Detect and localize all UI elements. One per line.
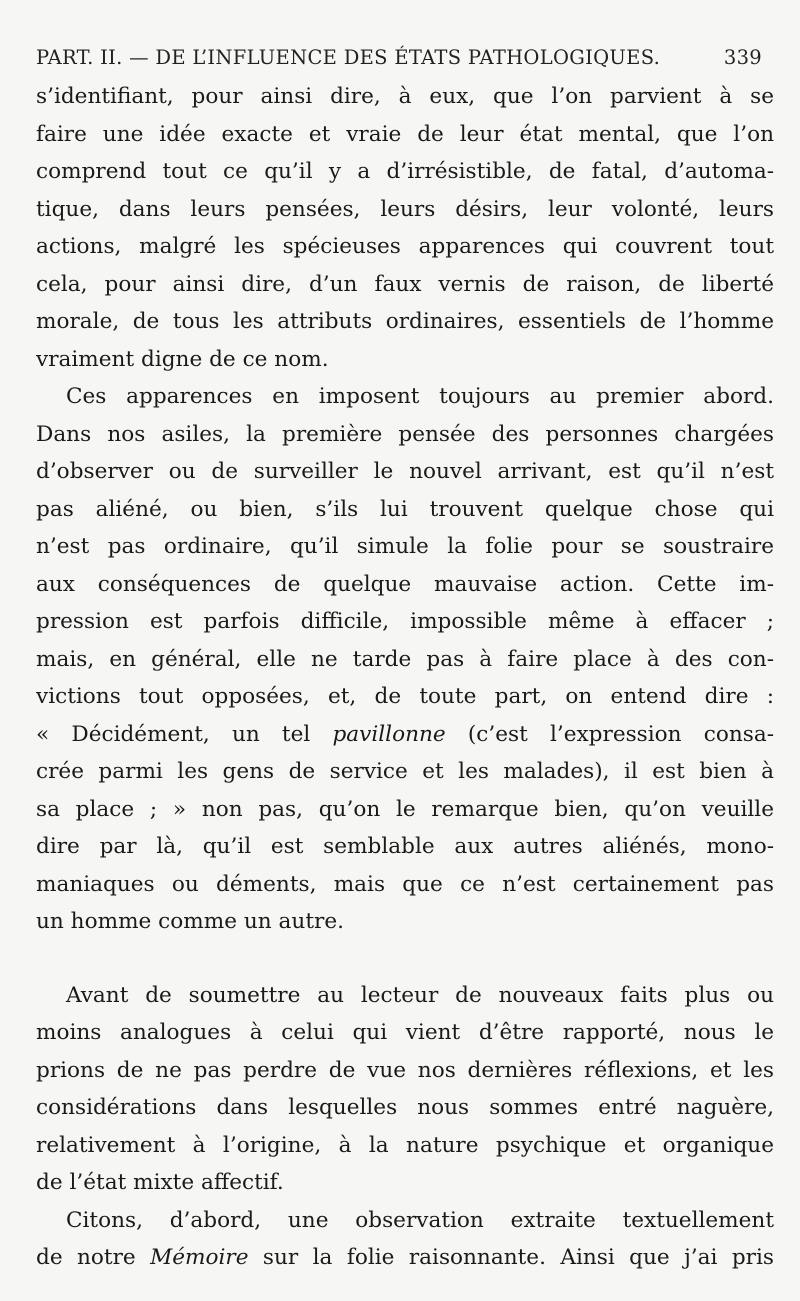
paragraph-4 bbox=[36, 1202, 774, 1277]
text-line: faire une idée exacte et vraie de leur état mental, que l’on bbox=[36, 121, 774, 147]
italic-term-memoire: Mémoire bbox=[150, 1245, 249, 1270]
text-line-first: Avant de soumettre au lecteur de nouveaux faits plus ou bbox=[66, 982, 774, 1008]
text-line: aux conséquences de quelque mauvaise action. Cette im- bbox=[36, 571, 774, 597]
text-line: pression est parfois difficile, impossible même à effacer ; bbox=[36, 609, 774, 634]
text-line: considérations dans lesquelles nous sommes entré naguère, bbox=[36, 1095, 774, 1120]
text-line-last: de l’état mixte affectif. bbox=[36, 1170, 284, 1195]
text-line: crée parmi les gens de service et les malades), il est bien à bbox=[36, 759, 774, 784]
memoire-before: de notre bbox=[36, 1245, 151, 1270]
italic-term-pavillonne: pavillonne bbox=[332, 721, 446, 747]
text-line: s’identifiant, pour ainsi dire, à eux, que l’on parvient à se bbox=[36, 84, 774, 109]
text-line: moins analogues à celui qui vient d’être rapporté, nous le bbox=[36, 1020, 774, 1045]
running-head-title: PART. II. — DE L’INFLUENCE DES ÉTATS PATHOLOGIQUES. bbox=[36, 46, 661, 69]
section-gap bbox=[36, 941, 774, 977]
quote-after: (c’est l’expression consa- bbox=[445, 721, 774, 747]
text-line: n’est pas ordinaire, qu’il simule la folie pour se soustraire bbox=[36, 534, 774, 559]
running-head bbox=[36, 36, 774, 80]
text-line-first: Ces apparences en imposent toujours au premier abord. bbox=[66, 384, 774, 409]
text-line: maniaques ou déments, mais que ce n’est certainement pas bbox=[36, 871, 774, 897]
text-line: actions, malgré les spécieuses apparences qui couvrent tout bbox=[36, 234, 774, 259]
text-line: victions tout opposées, et, de toute part, on entend dire : bbox=[36, 684, 774, 709]
quote-line bbox=[36, 716, 774, 754]
text-line: pas aliéné, ou bien, s’ils lui trouvent quelque chose qui bbox=[36, 496, 774, 522]
memoire-after: sur la folie raisonnante. Ainsi que j’ai pris bbox=[248, 1245, 774, 1270]
paragraph-3 bbox=[36, 977, 774, 1202]
text-line-last: un homme comme un autre. bbox=[36, 909, 344, 934]
text-line: prions de ne pas perdre de vue nos dernières réflexions, et les bbox=[36, 1057, 774, 1083]
memoire-line bbox=[36, 1239, 774, 1277]
text-line-first: Citons, d’abord, une observation extraite textuellement bbox=[66, 1207, 774, 1233]
text-line: morale, de tous les attributs ordinaires, essentiels de l’homme bbox=[36, 309, 774, 334]
text-line: d’observer ou de surveiller le nouvel arrivant, est qu’il n’est bbox=[36, 459, 774, 484]
text-line: sa place ; » non pas, qu’on le remarque bien, qu’on veuille bbox=[36, 796, 774, 822]
text-line: mais, en général, elle ne tarde pas à faire place à des con- bbox=[36, 646, 774, 672]
text-line-last: vraiment digne de ce nom. bbox=[36, 346, 329, 372]
quote-before: « Décidément, un tel bbox=[36, 721, 333, 747]
text-line: comprend tout ce qu’il y a d’irrésistible, de fatal, d’automa- bbox=[36, 159, 774, 184]
text-line: cela, pour ainsi dire, d’un faux vernis de raison, de liberté bbox=[36, 271, 774, 297]
paragraph-2 bbox=[36, 378, 774, 941]
text-line: Dans nos asiles, la première pensée des personnes chargées bbox=[36, 421, 774, 447]
paragraph-1 bbox=[36, 78, 774, 378]
text-line: relativement à l’origine, à la nature psychique et organique bbox=[36, 1132, 774, 1158]
text-line: tique, dans leurs pensées, leurs désirs, leur volonté, leurs bbox=[36, 196, 774, 222]
body-text bbox=[36, 78, 774, 1277]
page-number: 339 bbox=[723, 46, 762, 69]
text-line: dire par là, qu’il est semblable aux autres aliénés, mono- bbox=[36, 834, 774, 859]
